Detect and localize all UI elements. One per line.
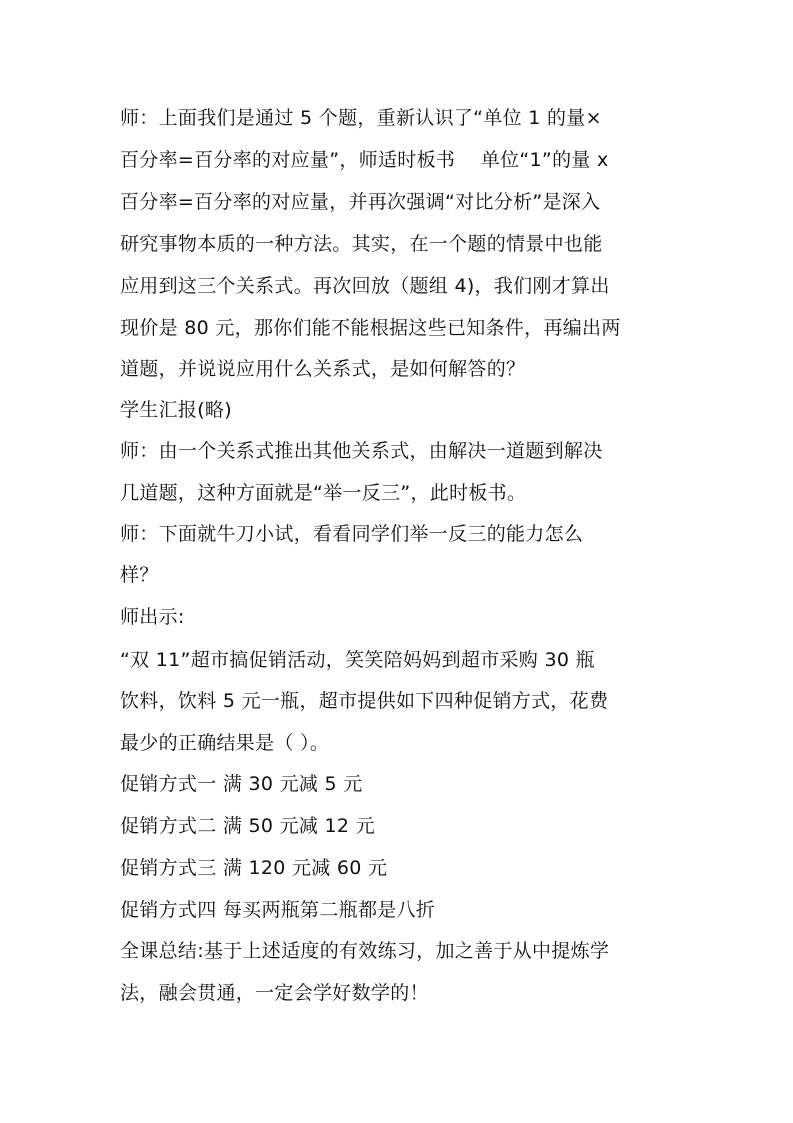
text-line: 百分率=百分率的对应量”，师适时板书 单位“1”的量 x	[120, 149, 609, 171]
text-line: 样？	[120, 564, 159, 586]
text-line: 师：由一个关系式推出其他关系式，由解决一道题到解决	[120, 440, 603, 462]
text-line: 促销方式二 满 50 元减 12 元	[120, 815, 375, 837]
text-line: 全课总结:基于上述适度的有效练习，加之善于从中提炼学	[120, 940, 610, 962]
text-line: 几道题，这种方面就是“举一反三”，此时板书。	[120, 482, 527, 504]
text-line: 师：下面就牛刀小试，看看同学们举一反三的能力怎么	[120, 523, 584, 545]
text-line: 饮料，饮料 5 元一瓶，超市提供如下四种促销方式，花费	[120, 690, 609, 712]
text-line: 最少的正确结果是（ ）。	[120, 732, 330, 754]
text-line: 法，融会贯通，一定会学好数学的！	[120, 982, 429, 1004]
text-line: 促销方式三 满 120 元减 60 元	[120, 857, 388, 879]
text-line: 百分率=百分率的对应量，并再次强调“对比分析”是深入	[120, 191, 601, 213]
text-line: 研究事物本质的一种方法。其实，在一个题的情景中也能	[120, 233, 603, 255]
text-line: 应用到这三个关系式。再次回放（题组 4)，我们刚才算出	[120, 275, 610, 297]
text-line: “双 11”超市搞促销活动，笑笑陪妈妈到超市采购 30 瓶	[120, 649, 595, 671]
text-line: 促销方式四 每买两瓶第二瓶都是八折	[120, 899, 436, 921]
text-line: 现价是 80 元，那你们能不能根据这些已知条件，再编出两	[120, 317, 621, 339]
text-line: 师：上面我们是通过 5 个题，重新认识了“单位 1 的量×	[120, 107, 602, 129]
text-line: 学生汇报(略)	[120, 399, 232, 421]
text-line: 道题，并说说应用什么关系式，是如何解答的？	[120, 358, 526, 380]
text-line: 促销方式一 满 30 元减 5 元	[120, 773, 363, 795]
text-line: 师出示:	[120, 606, 185, 628]
